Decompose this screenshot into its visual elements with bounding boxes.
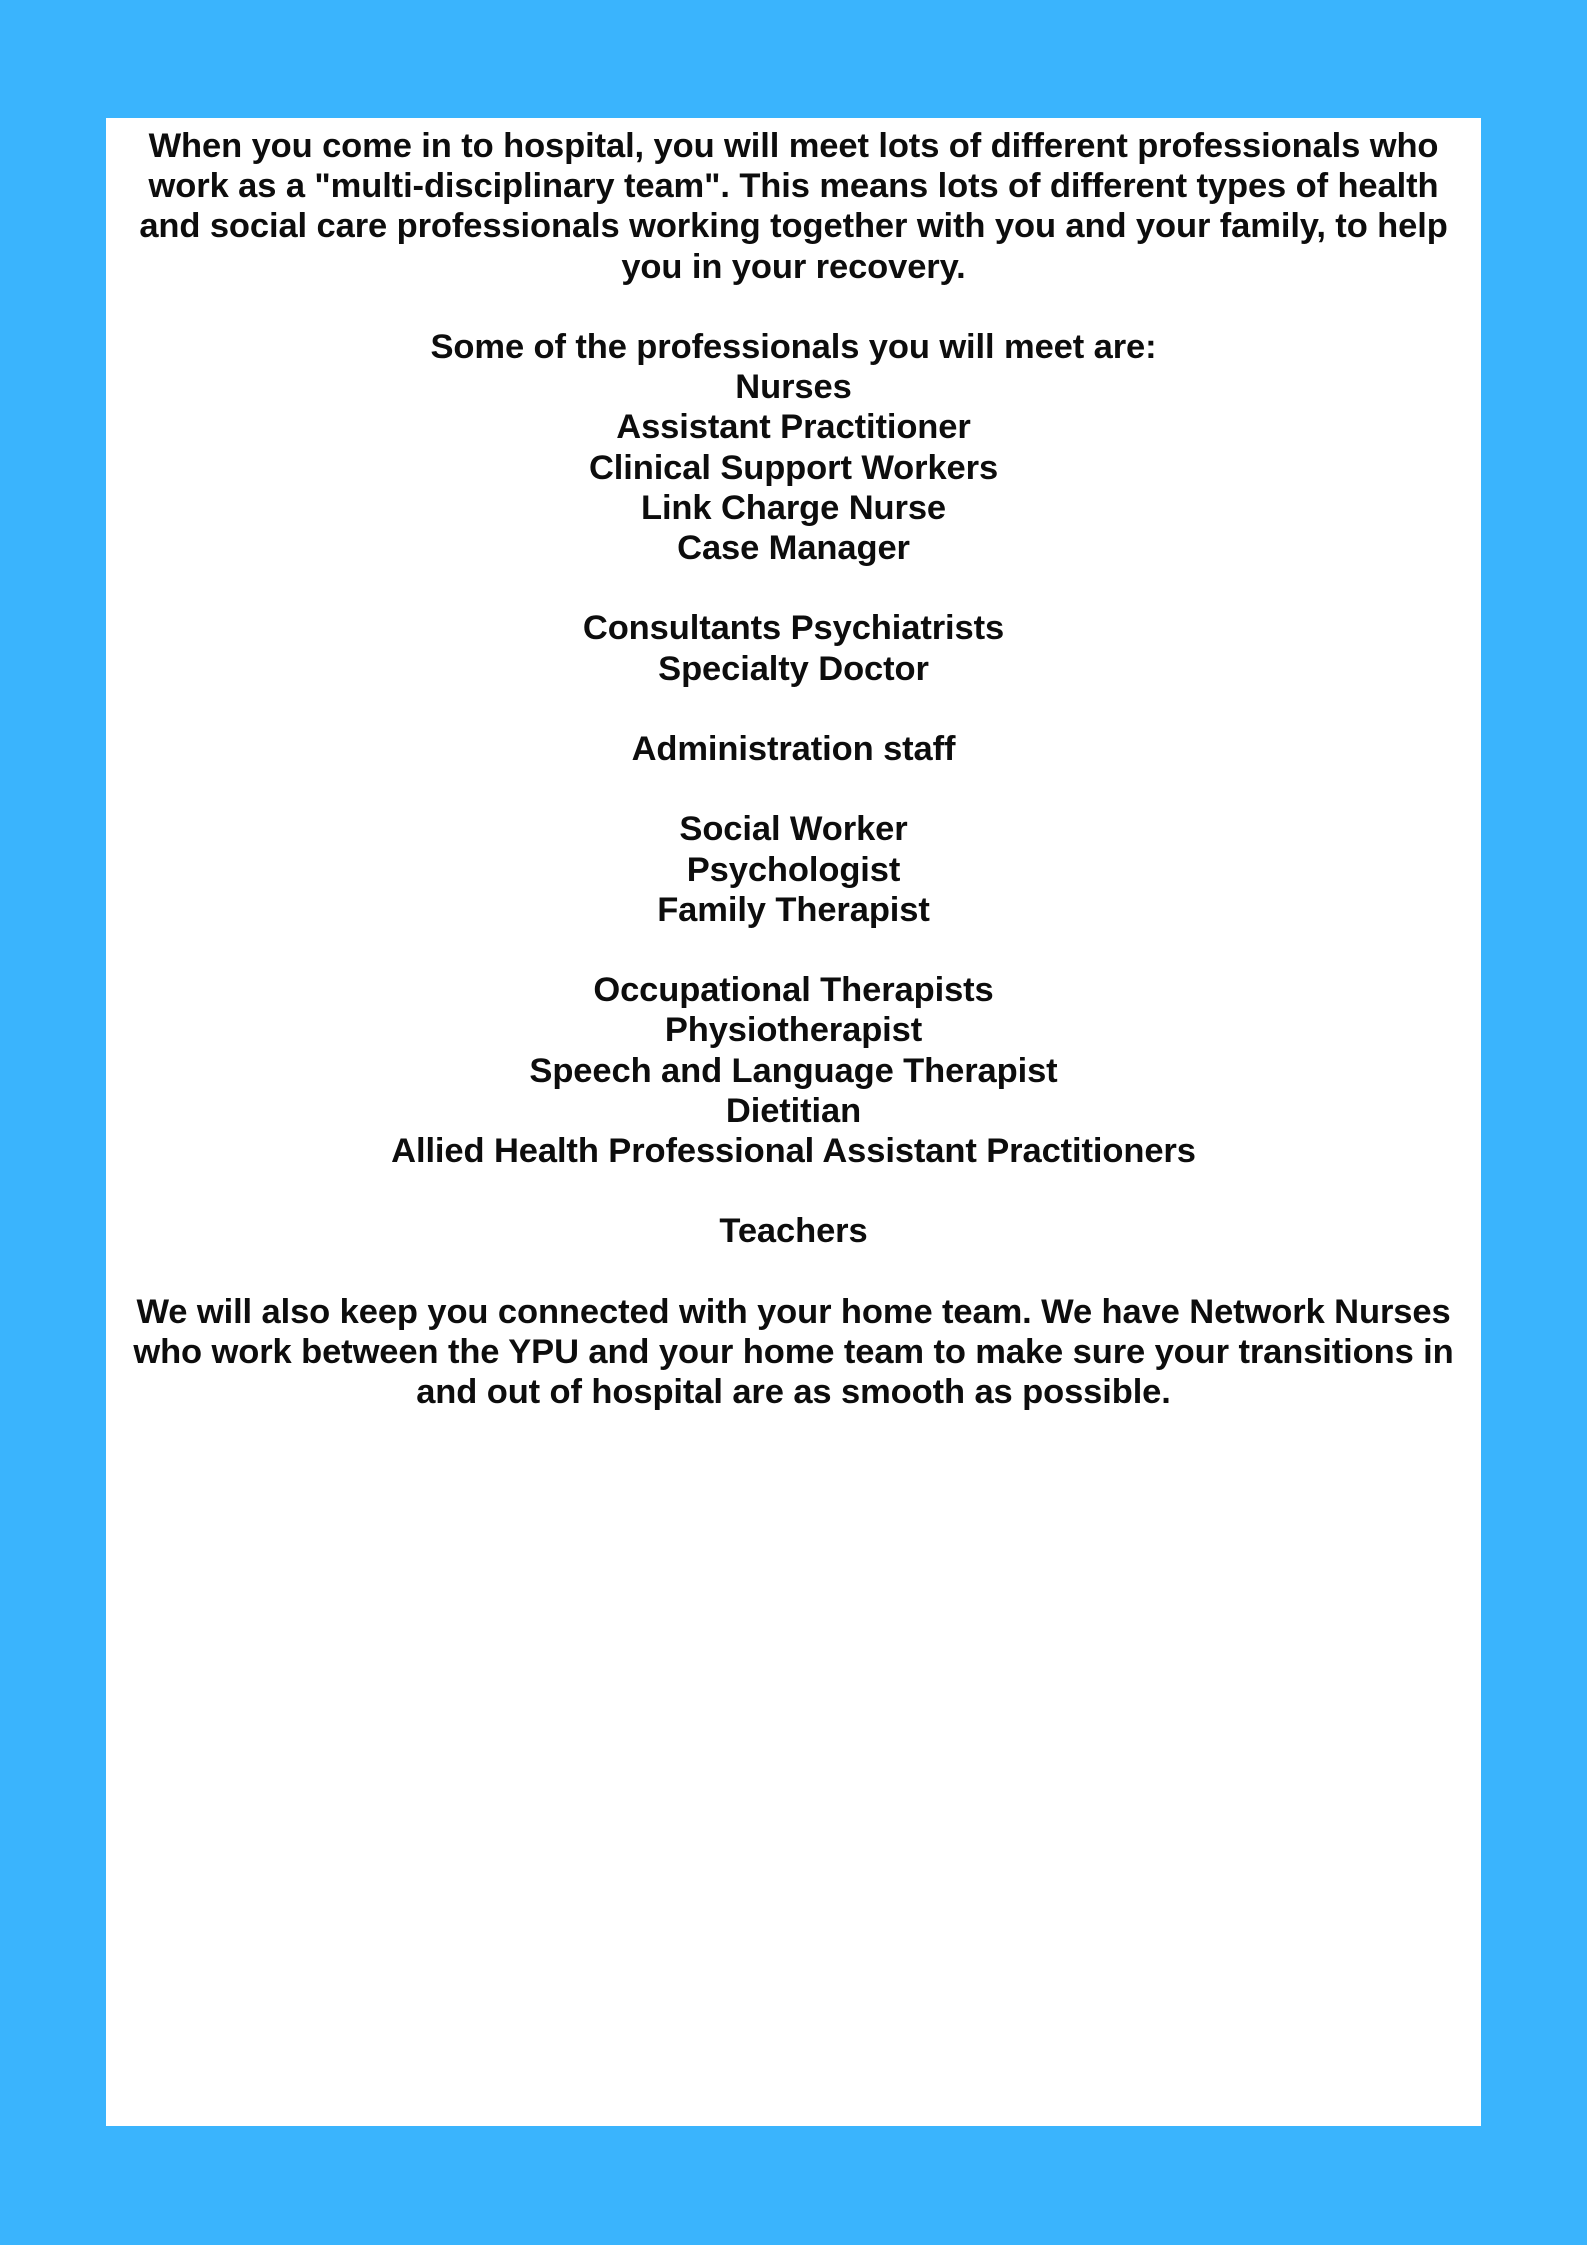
content-card bbox=[106, 118, 1481, 2126]
list-item-family-therapist: Family Therapist bbox=[657, 890, 930, 929]
professional-group-psychosocial bbox=[114, 809, 1473, 930]
list-item-psychologist: Psychologist bbox=[686, 850, 901, 889]
list-item-consultants-psychiatrists: Consultants Psychiatrists bbox=[582, 609, 1005, 648]
spacer-before-closing bbox=[114, 1252, 1473, 1292]
information-text-body bbox=[106, 118, 1481, 1412]
spacer-after-admin-group bbox=[114, 769, 1473, 809]
list-item-administration-staff: Administration staff bbox=[631, 730, 956, 768]
professional-group-nursing bbox=[114, 367, 1473, 568]
list-item-allied-health-professional-assistant-practitioners: Allied Health Professional Assistant Practitioners bbox=[391, 1132, 1196, 1170]
spacer-after-allied-health-group bbox=[114, 1171, 1473, 1211]
list-item-case-manager: Case Manager bbox=[677, 529, 910, 568]
spacer-after-intro bbox=[114, 287, 1473, 327]
list-item-teachers: Teachers bbox=[719, 1212, 868, 1251]
intro-paragraph: When you come in to hospital, you will meet lots of different professionals who work as a "multi-disciplinary team". This means lots of different types of health and social care professionals working together with you and your family, to help you in your recovery. bbox=[139, 127, 1448, 286]
spacer-after-nursing-group bbox=[114, 568, 1473, 608]
list-item-nurses: Nurses bbox=[735, 368, 852, 407]
list-item-occupational-therapists: Occupational Therapists bbox=[593, 971, 994, 1010]
spacer-after-medical-group bbox=[114, 689, 1473, 729]
list-item-assistant-practitioner: Assistant Practitioner bbox=[616, 408, 971, 447]
professional-group-medical bbox=[114, 608, 1473, 688]
list-item-clinical-support-workers: Clinical Support Workers bbox=[588, 448, 999, 487]
closing-paragraph: We will also keep you connected with your home team. We have Network Nurses who work between the YPU and your home team to make sure your transitions in and out of hospital are as smooth as possible. bbox=[133, 1292, 1454, 1412]
list-item-social-worker: Social Worker bbox=[679, 810, 908, 849]
spacer-after-psychosocial-group bbox=[114, 930, 1473, 970]
list-item-speech-and-language-therapist: Speech and Language Therapist bbox=[529, 1051, 1058, 1090]
list-item-link-charge-nurse: Link Charge Nurse bbox=[640, 488, 947, 527]
list-item-physiotherapist: Physiotherapist bbox=[664, 1011, 923, 1050]
professional-group-education bbox=[114, 1211, 1473, 1251]
list-item-dietitian: Dietitian bbox=[725, 1091, 862, 1130]
professional-group-admin bbox=[114, 729, 1473, 769]
professional-group-allied-health bbox=[114, 970, 1473, 1171]
list-item-specialty-doctor: Specialty Doctor bbox=[658, 649, 929, 688]
professionals-list-heading: Some of the professionals you will meet are: bbox=[430, 328, 1157, 366]
